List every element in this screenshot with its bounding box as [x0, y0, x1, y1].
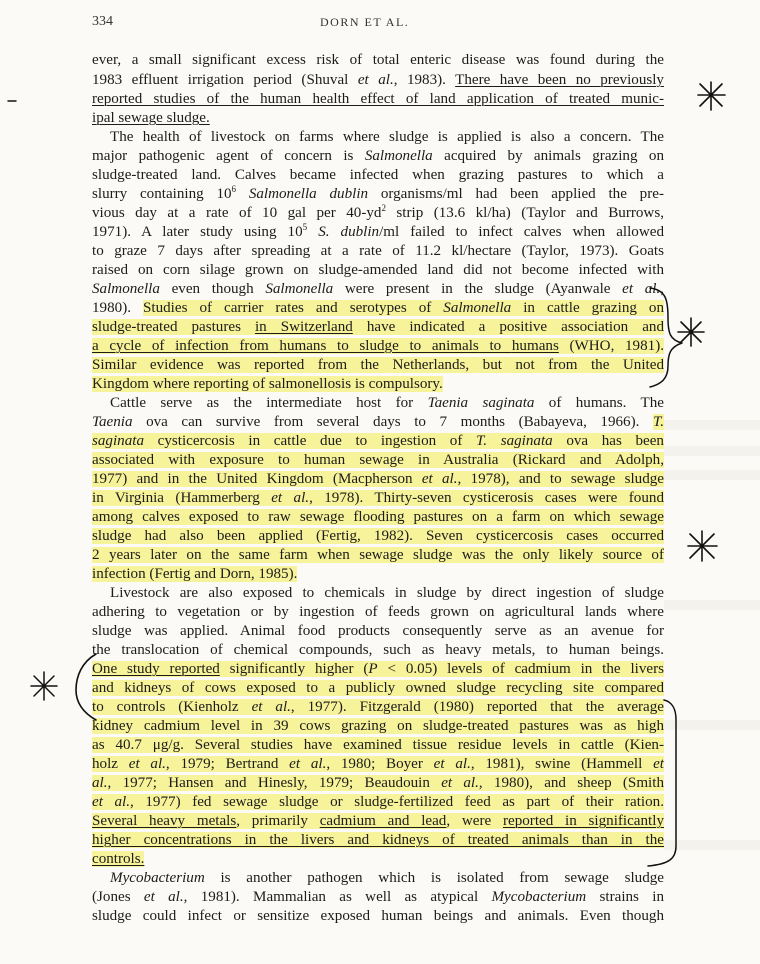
text-line: The health of livestock on farms where sludge is applied is also a concern. The: [110, 129, 664, 145]
highlighted-text: sludge-treated pastures in Switzerland have indicated a positive association and: [92, 319, 665, 335]
text-line: [92, 697, 664, 717]
highlighted-text: among calves exposed to raw sewage flooding pastures on a farm on which sewage: [92, 509, 664, 525]
underlined-phrase: One study reported: [92, 661, 220, 677]
text-line: [92, 716, 664, 736]
highlighted-text: T.: [652, 414, 664, 430]
text-line: 1980). Studies of carrier rates and serotypes of Salmonella in cattle grazing on: [92, 300, 665, 316]
highlighted-text: holz et al., 1979; Bertrand et al., 1980; Boyer et al., 1981), swine (Hammell et: [92, 756, 664, 772]
asterisk-icon: [698, 82, 725, 110]
highlighted-text: to controls (Kienholz et al., 1977). Fitzgerald (1980) reported that the average: [92, 699, 664, 715]
highlighted-text: 2 years later on the same farm when sewage sludge was the only likely source of: [92, 547, 664, 563]
text-line: [92, 450, 664, 470]
text-line: [92, 469, 664, 489]
page-header: [92, 12, 667, 36]
page-number: 334: [92, 14, 113, 29]
highlighted-text: al., 1977; Hansen and Hinesly, 1979; Beaudouin et al., 1980), and sheep (Smith: [92, 775, 664, 791]
text-line: Livestock are also exposed to chemicals in sludge by direct ingestion of sludge: [110, 585, 664, 601]
underlined-phrase: in Switzerland: [254, 319, 353, 335]
text-line: to graze 7 days after spreading at a rate of 11.2 kl/hectare (Taylor, 1973). Goats: [92, 243, 664, 259]
text-line: slurry containing $10^6$ Salmonella dublin organisms/ml had been applied the pre-: [92, 183, 664, 202]
text-line: [92, 317, 664, 337]
highlighted-text: et al., 1977) fed sewage sludge or sludge-fertilized feed as part of their ration.: [92, 794, 664, 810]
highlighted-text: in Virginia (Hammerberg et al., 1978). Thirty-seven cysticerosis cases were found: [92, 490, 664, 506]
text-line: [92, 108, 664, 128]
highlighted-text: kidney cadmium level in 39 cows grazing on sludge-treated pastures was as high: [92, 718, 664, 734]
underlined-phrase: a cycle of infection: [92, 338, 229, 354]
text-line: [92, 659, 664, 679]
text-line: [92, 355, 664, 375]
highlighted-text: and kidneys of cows exposed to a publicly owned sludge recycling site compared: [92, 680, 664, 696]
bleed-through-mark: [664, 420, 760, 430]
underlined-phrase: There have been no previously: [455, 72, 664, 88]
text-line: [92, 773, 664, 793]
highlighted-text: infection (Fertig and Dorn, 1985).: [92, 566, 298, 582]
text-line: [92, 488, 664, 508]
highlighted-text: Kingdom where reporting of salmonellosis is compulsory.: [92, 376, 443, 392]
bleed-through-mark: [664, 840, 760, 850]
text-line: [92, 374, 664, 394]
text-line: Salmonella even though Salmonella were present in the sludge (Ayanwale et al.,: [92, 281, 664, 297]
highlighted-text: One study reported significantly higher (P < 0.05) levels of cadmium in the livers: [92, 661, 664, 677]
underlined-phrase: ipal sewage sludge.: [92, 110, 210, 126]
asterisk-icon: [678, 318, 704, 346]
underlined-phrase: humans: [511, 338, 559, 354]
text-line: [92, 811, 664, 831]
text-line: the translocation of chemical compounds, such as heavy metals, to human beings.: [92, 642, 664, 658]
bleed-through-mark: [664, 600, 760, 610]
bleed-through-mark: [664, 470, 760, 480]
text-line: [92, 564, 664, 584]
text-line: sludge was applied. Animal food products consequently serve as an avenue for: [92, 623, 664, 639]
highlighted-text: a cycle of infection from humans to sludge to animals to humans (WHO, 1981).: [92, 338, 664, 354]
highlighted-text: saginata cysticercosis in cattle due to ingestion of T. saginata ova has been: [92, 433, 664, 449]
text-line: vious day at a rate of 10 gal per $40-yd^2$ strip (13.6 kl/ha) (Taylor and Burrows,: [92, 202, 664, 221]
highlighted-text: higher concentrations in the livers and kidneys of treated animals than in the: [92, 832, 664, 848]
highlighted-text: as 40.7 μg/g. Several studies have examined tissue residue levels in cattle (Kien-: [92, 737, 664, 753]
text-line: [92, 849, 664, 869]
asterisk-icon: [688, 531, 717, 561]
text-line: Cattle serve as the intermediate host for Taenia saginata of humans. The: [110, 395, 664, 411]
underlined-phrase: cadmium and lead: [319, 813, 447, 829]
text-line: (Jones et al., 1981). Mammalian as well as atypical Mycobacterium strains in: [92, 889, 664, 905]
highlighted-text: controls.: [92, 851, 145, 867]
text-line: [92, 754, 664, 774]
bleed-through-mark: [664, 720, 760, 730]
highlighted-text: sludge had also been applied (Fertig, 1982). Seven cysticercosis cases occurred: [92, 528, 664, 544]
text-line: raised on corn silage grown on sludge-amended land did not become infected with: [92, 262, 664, 278]
text-line: ever, a small significant excess risk of total enteric disease was found during the: [92, 52, 664, 68]
highlighted-text: Several heavy metals, primarily cadmium and lead, were reported in significantly: [92, 813, 664, 829]
text-line: Mycobacterium is another pathogen which is isolated from sewage sludge: [110, 870, 664, 886]
text-line: [92, 792, 664, 812]
text-line: [92, 526, 664, 546]
running-head: DORN ET AL.: [320, 15, 410, 29]
text-line: sludge could infect or sensitize exposed human beings and animals. Even though: [92, 908, 664, 924]
underlined-phrase: Several heavy metals: [92, 813, 237, 829]
text-line: adhering to vegetation or by ingestion of feeds grown on agricultural lands where: [92, 604, 664, 620]
text-line: 1983 effluent irrigation period (Shuval et al., 1983). There have been no previously: [92, 72, 664, 88]
text-line: major pathogenic agent of concern is Salmonella acquired by animals grazing on: [92, 148, 664, 164]
highlighted-text: Similar evidence was reported from the Netherlands, but not from the United: [92, 357, 664, 373]
underlined-phrase: reported in significantly: [502, 813, 664, 829]
bleed-through-mark: [664, 446, 760, 456]
text-line: [92, 545, 664, 565]
underlined-phrase: reported studies of the human health effect of land application of treated munic-: [92, 91, 664, 107]
asterisk-icon: [31, 672, 57, 700]
underlined-phrase: humans to sludge to animals: [279, 338, 479, 354]
text-line: 1971). A later study using $10^5$ S. dublin/ml failed to infect calves when allowed: [92, 221, 664, 240]
text-line: [92, 830, 664, 850]
text-line: [92, 678, 664, 698]
text-line: [92, 507, 664, 527]
text-line: [92, 735, 664, 755]
text-line: [92, 431, 664, 451]
text-line: Taenia ova can survive from several days to 7 months (Babayeva, 1966). T.: [92, 414, 664, 430]
highlighted-text: Studies of carrier rates and serotypes of Salmonella in cattle grazing on: [143, 300, 665, 316]
text-line: [92, 89, 664, 109]
text-line: sludge-treated land. Calves became infected when grazing pastures to which a: [92, 167, 664, 183]
highlighted-text: 1977) and in the United Kingdom (Macpherson et al., 1978), and to sewage sludge: [92, 471, 664, 487]
highlighted-text: associated with exposure to human sewage in Australia (Rickard and Adolph,: [92, 452, 664, 468]
text-line: [92, 336, 664, 356]
